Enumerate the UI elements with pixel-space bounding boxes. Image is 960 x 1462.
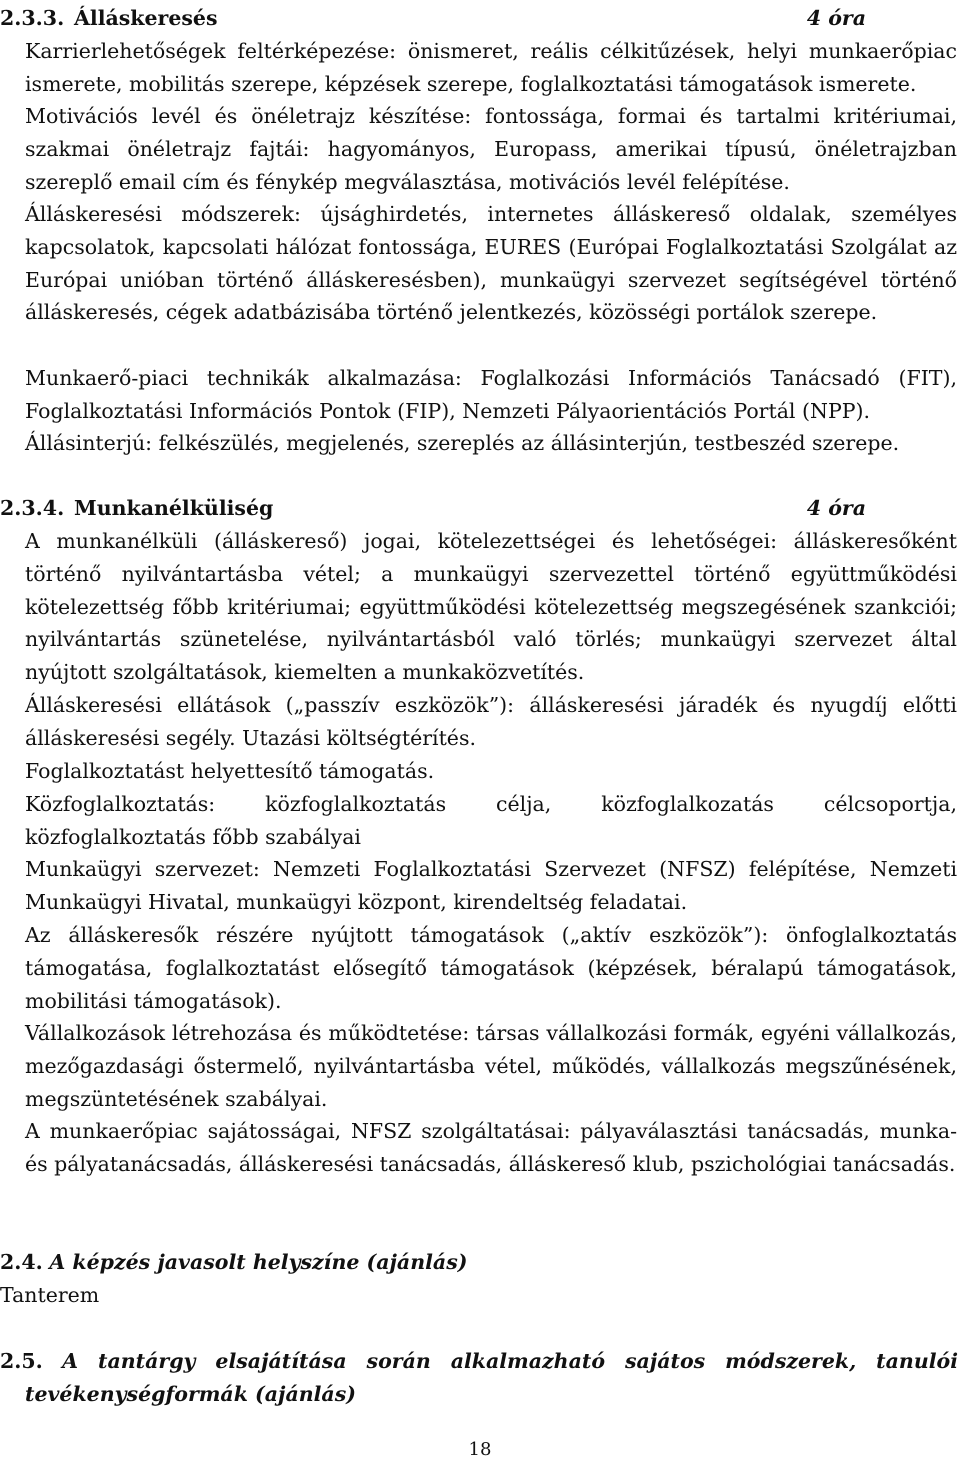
section-number: 2.3.4. [0, 496, 65, 520]
paragraph: Karrierlehetőségek feltérképezése: önismeret, reális célkitűzések, helyi munkaerőpiac ismerete, mobilitás szerepe, képzések szerepe, foglalkoztatási támogatások ismerete. [25, 39, 957, 96]
section-title: Álláskeresés [74, 6, 218, 30]
paragraph: Munkaerő-piaci technikák alkalmazása: Foglalkozási Információs Tanácsadó (FIT), Foglalkoztatási Információs Pontok (FIP), Nemzeti Pályaorientációs Portál (NPP). [25, 366, 957, 423]
section-title: Munkanélküliség [74, 496, 274, 520]
section-title-line-1: A tantárgy elsajátítása során alkalmazható sajátos módszerek, tanulói [62, 1349, 958, 1373]
section-heading-2-3-3 [0, 2, 866, 35]
paragraph: Álláskeresési módszerek: újsághirdetés, internetes álláskereső oldalak, személyes kapcsolatok, kapcsolati hálózat fontossága, EURES (Európai Foglalkoztatási Szolgálat az Európai unióban történő álláskeresésben), munkaügyi szervezet segítségével történő álláskeresés, cégek adatbázisába történő jelentkezés, közösségi portálok szerepe. [25, 202, 957, 325]
section-number: 2.5. [0, 1349, 43, 1373]
paragraph: Közfoglalkoztatás: közfoglalkoztatás célja, közfoglalkozatás célcsoportja, közfoglalkoztatás főbb szabályai [25, 792, 957, 849]
page-number: 18 [468, 1439, 492, 1460]
section-heading-2-5-continued [25, 1378, 356, 1411]
paragraph: Munkaügyi szervezet: Nemzeti Foglalkoztatási Szervezet (NFSZ) felépítése, Nemzeti Munkaügyi Hivatal, munkaügyi központ, kirendeltség feladatai. [25, 857, 957, 914]
paragraph: Állásinterjú: felkészülés, megjelenés, szereplés az állásinterjún, testbeszéd szerepe. [25, 431, 900, 455]
paragraph: A munkaerőpiac sajátosságai, NFSZ szolgáltatásai: pályaválasztási tanácsadás, munka- és pályatanácsadás, álláskeresési tanácsadás, álláskereső klub, pszichológiai tanácsadás. [25, 1119, 957, 1176]
section-heading-2-4 [0, 1246, 467, 1279]
section-body: Tanterem [0, 1283, 100, 1307]
paragraph: Az álláskeresők részére nyújtott támogatások („aktív eszközök”): önfoglalkoztatás támogatása, foglalkoztatást elősegítő támogatások (képzések, béralapú támogatások, mobilitási támogatások). [25, 923, 957, 1013]
section-hours: 4 óra [806, 6, 866, 30]
paragraph: Foglalkoztatást helyettesítő támogatás. [25, 759, 435, 783]
section-heading-2-3-4 [0, 492, 866, 525]
section-title: A képzés javasolt helyszíne (ajánlás) [49, 1250, 468, 1274]
section-title-line-2: tevékenységformák (ajánlás) [25, 1382, 356, 1406]
paragraph: Vállalkozások létrehozása és működtetése: társas vállalkozási formák, egyéni vállalkozás, mezőgazdasági őstermelő, nyilvántartásba vétel, működés, vállalkozás megszűnésének, megszüntetésének szabályai. [25, 1021, 957, 1111]
paragraph: A munkanélküli (álláskereső) jogai, kötelezettségei és lehetőségei: álláskeresőként történő nyilvántartásba vétel; a munkaügyi szervezettel történő együttműködési kötelezettség főbb kritériumai; együttműködési kötelezettség megszegésének szankciói; nyilvántartás szünetelése, nyilvántartásból való törlés; munkaügyi szervezet által nyújtott szolgáltatások, kiemelten a munkaközvetítés. [25, 529, 957, 685]
section-hours: 4 óra [806, 496, 866, 520]
section-heading-2-5 [0, 1345, 958, 1378]
paragraph: Motivációs levél és önéletrajz készítése: fontossága, formai és tartalmi kritériumai, szakmai önéletrajz fajtái: hagyományos, Europass, amerikai típusú, önéletrajzban szereplő email cím és fénykép megválasztása, motivációs levél felépítése. [25, 104, 957, 194]
paragraph: Álláskeresési ellátások („passzív eszközök”): álláskeresési járadék és nyugdíj előtti álláskeresési segély. Utazási költségtérítés. [25, 693, 957, 750]
section-number: 2.4. [0, 1250, 43, 1274]
section-number: 2.3.3. [0, 6, 65, 30]
